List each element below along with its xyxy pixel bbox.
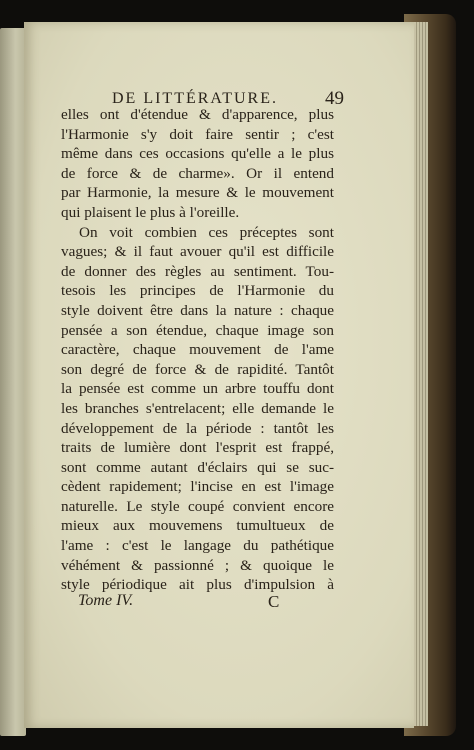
text-line: la pensée est comme un arbre touffu dont xyxy=(61,380,334,398)
text-line: mieux aux mouvemens tumultueux de xyxy=(61,517,334,535)
text-line: style périodique ait plus d'impulsion à xyxy=(61,576,334,594)
text-line: pensée a son étendue, chaque image son xyxy=(61,321,334,339)
text-line: traits de lumière dont l'esprit est frappé, xyxy=(61,439,334,457)
page-footer xyxy=(78,592,338,618)
text-line: l'ame : c'est le langage du pathétique xyxy=(61,537,334,555)
text-line: sont comme autant d'éclairs qui se suc- xyxy=(61,458,334,476)
text-line: son degré de force & de rapidité. Tantôt xyxy=(61,360,334,378)
page-number: 49 xyxy=(325,88,344,109)
text-line: vagues; & il faut avouer qu'il est difficile xyxy=(61,243,334,261)
text-line: style doivent être dans la nature : chaque xyxy=(61,301,334,319)
text-line: cèdent rapidement; l'incise en est l'image xyxy=(61,478,334,496)
text-line: les branches s'entrelacent; elle demande le xyxy=(61,399,334,417)
text-line: l'Harmonie s'y doit faire sentir ; c'est xyxy=(61,125,334,143)
volume-label: Tome IV. xyxy=(78,592,134,609)
text-line: même dans ces occasions qu'elle a le plus xyxy=(61,145,334,163)
signature-mark: C xyxy=(268,592,280,611)
text-line: tesois les principes de l'Harmonie du xyxy=(61,282,334,300)
text-line: développement de la période : tantôt les xyxy=(61,419,334,437)
text-line: de force & de charme». Or il entend xyxy=(61,164,334,182)
body-text xyxy=(61,105,334,595)
facing-page-edge xyxy=(0,28,26,736)
text-line: naturelle. Le style coupé convient encore xyxy=(61,497,334,515)
text-line: véhément & passionné ; & quoique le xyxy=(61,556,334,574)
text-line: par Harmonie, la mesure & le mouvement xyxy=(61,184,334,202)
text-line: de donner des règles au sentiment. Tou- xyxy=(61,262,334,280)
text-line: On voit combien ces préceptes sont xyxy=(79,223,334,241)
running-head-title: DE LITTÉRATURE. xyxy=(112,90,278,107)
text-line: elles ont d'étendue & d'apparence, plus xyxy=(61,106,334,123)
text-line: caractère, chaque mouvement de l'ame xyxy=(61,341,334,359)
text-line: qui plaisent le plus à l'oreille. xyxy=(61,203,240,221)
